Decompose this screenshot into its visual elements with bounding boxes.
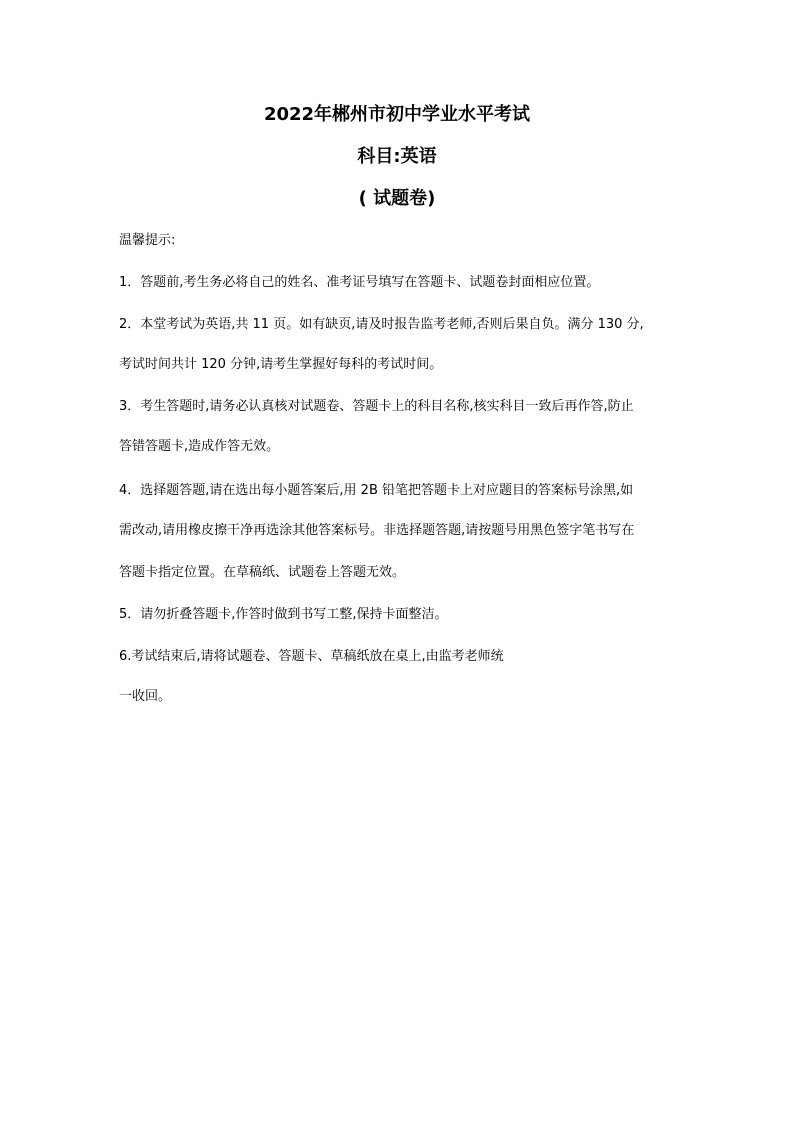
exam-title: 2022年郴州市初中学业水平考试 [263,104,531,125]
notice-line: 需改动,请用橡皮擦干净再选涂其他答案标号。非选择题答题,请按题号用黑色签字笔书写在 [119,523,635,538]
subject-heading: 科目:英语 [357,146,437,167]
notice-line: 一收回。 [119,689,172,704]
notice-line: 答错答题卡,造成作答无效。 [119,439,280,454]
notice-line: 4．选择题答题,请在选出每小题答案后,用 2B 铅笔把答题卡上对应题目的答案标号涂黑,如 [119,483,634,498]
notice-line: 5．请勿折叠答题卡,作答时做到书写工整,保持卡面整洁。 [119,607,448,622]
notice-line: 答题卡指定位置。在草稿纸、试题卷上答题无效。 [119,565,406,580]
notice-line: 2．本堂考试为英语,共 11 页。如有缺页,请及时报告监考老师,否则后果自负。满分 130 分, [119,317,644,332]
notice-line: 3．考生答题时,请务必认真核对试题卷、答题卡上的科目名称,核实科目一致后再作答,防止 [119,399,634,414]
notice-line: 6.考试结束后,请将试题卷、答题卡、草稿纸放在桌上,由监考老师统 [119,649,504,664]
notice-heading: 温馨提示: [119,233,176,248]
notice-line: 考试时间共计 120 分钟,请考生掌握好每科的考试时间。 [119,357,443,372]
paper-type-heading: ( 试题卷) [358,188,436,209]
notice-line: 1．答题前,考生务必将自己的姓名、准考证号填写在答题卡、试题卷封面相应位置。 [119,275,600,290]
